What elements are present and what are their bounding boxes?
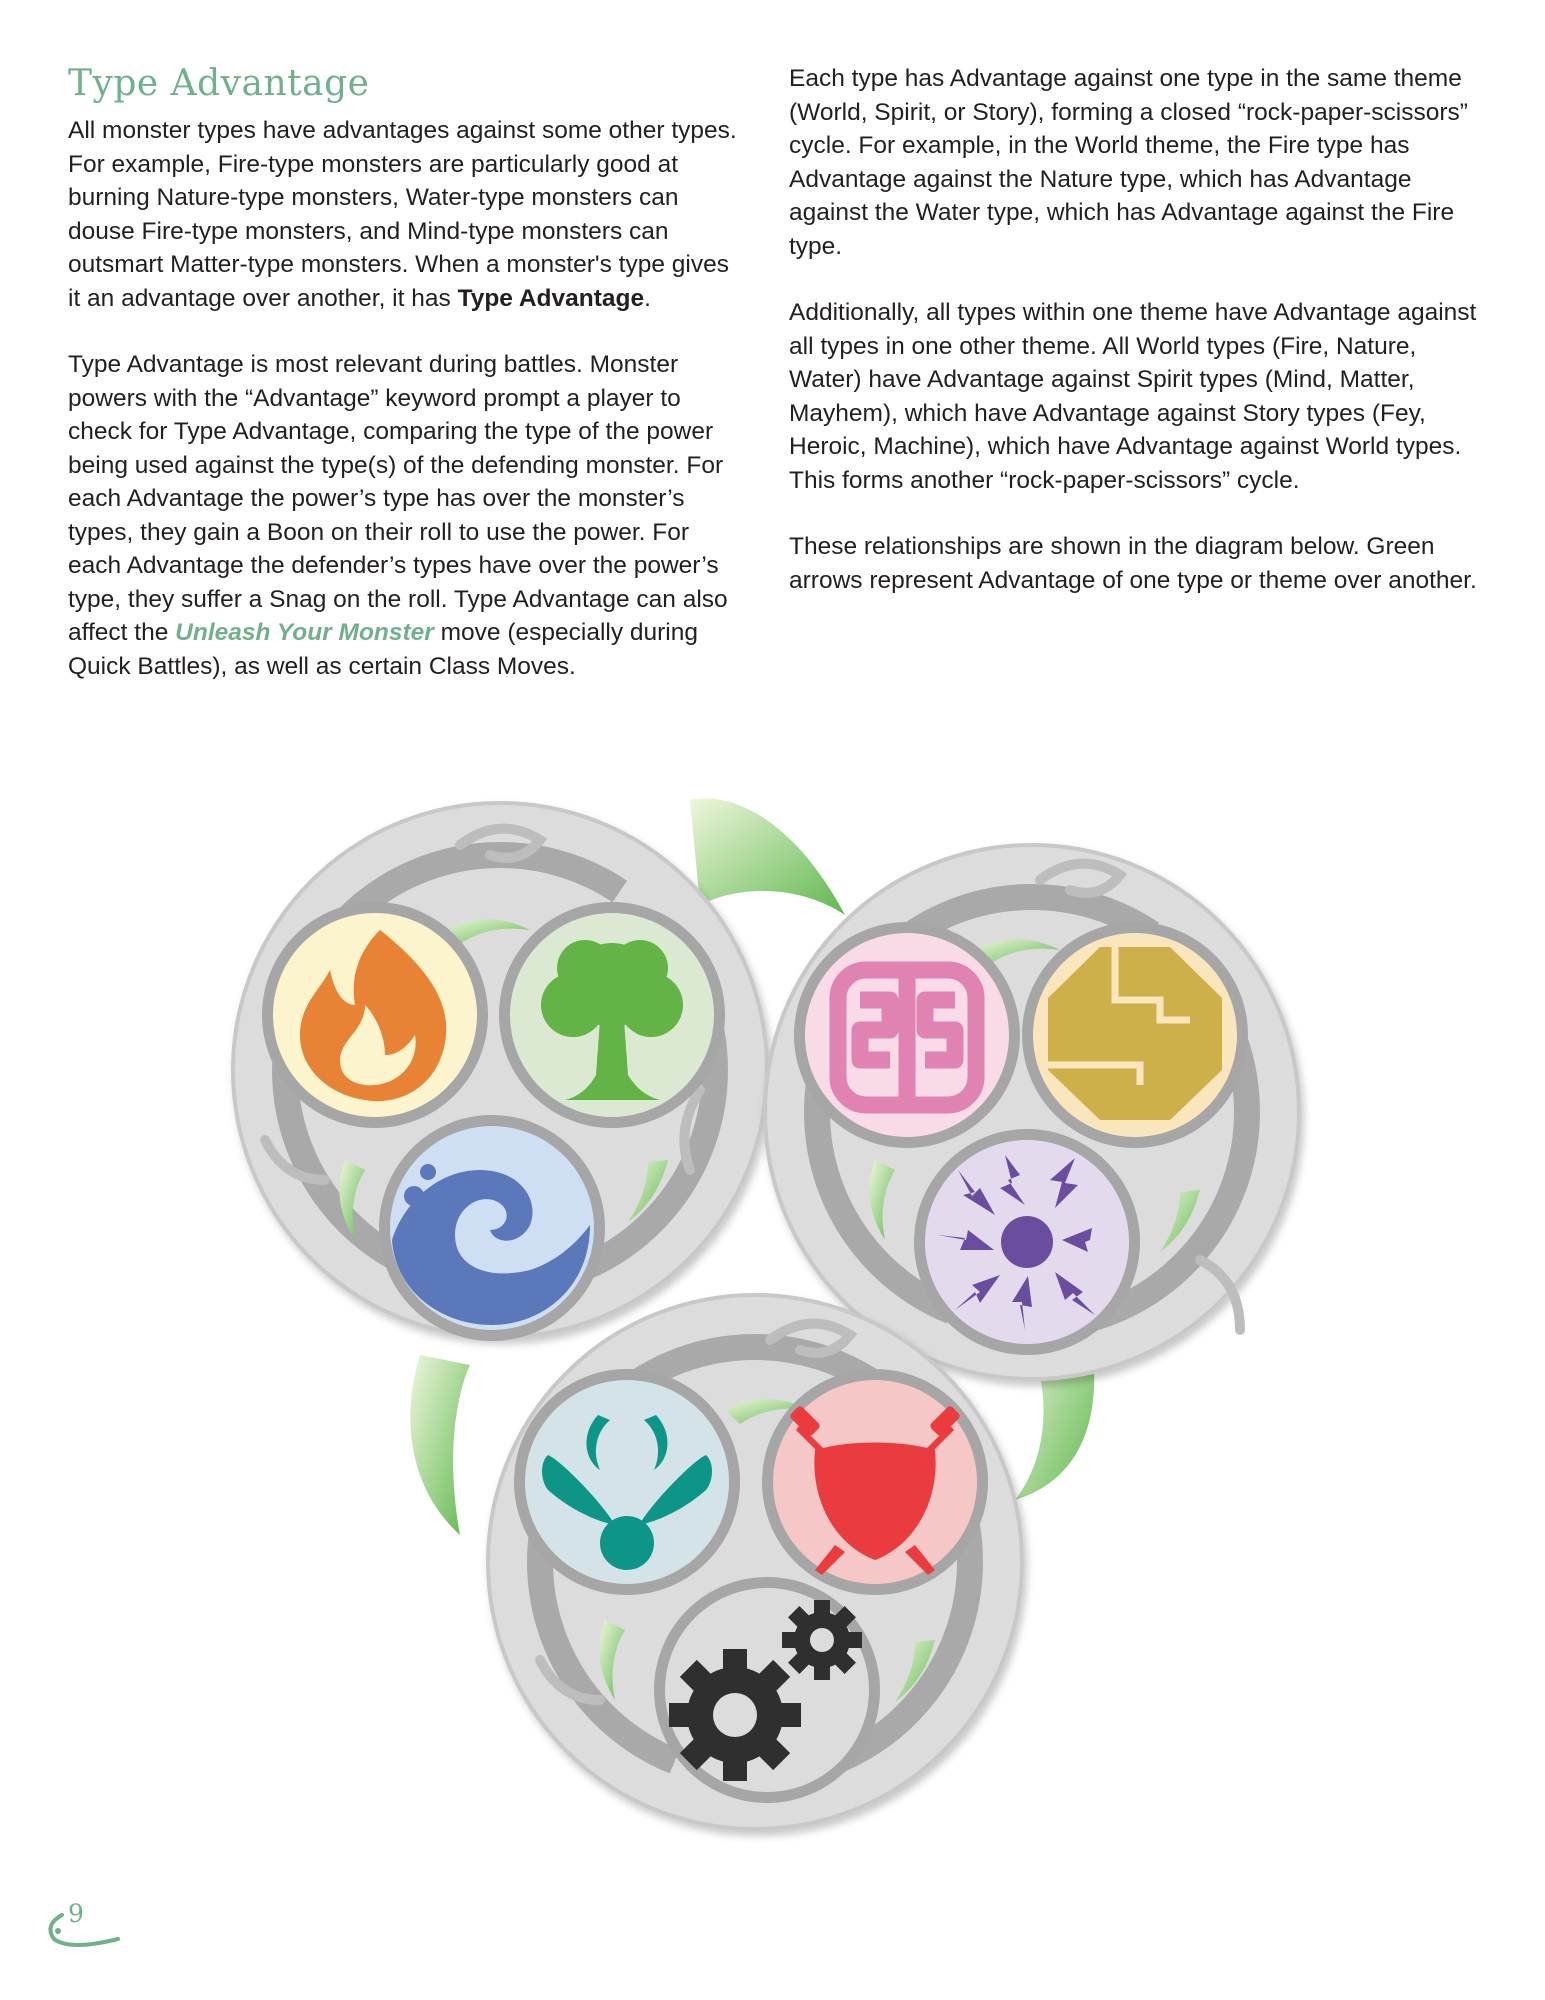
fire-type — [262, 902, 488, 1128]
story-to-world-arrow — [410, 1355, 470, 1535]
battles-end: move (especially during Quick Battles), as well as certain Class Moves. — [68, 619, 699, 680]
intro-text: All monster types have advantages against some other types. For example, Fire-type monsters are particularly good at burning Nature-type monsters, Water-type monsters can douse Fire-type monsters, and Mind-type monsters can outsmart Matter-type monsters. When a monster's type gives it an advantage over another, it has — [68, 117, 737, 312]
unleash-move-link[interactable]: Unleash Your Monster — [175, 619, 434, 646]
page-flourish-icon — [40, 1895, 130, 1955]
mayhem-type — [914, 1129, 1140, 1355]
battles-text: Type Advantage is most relevant during battles. Monster powers with the “Advantage” keyword prompt a player to check for Type Advantage, comparing the type of the power being used against the type(s) of the defending monster. For each Advantage the power’s type has over the monster’s types, they gain a Boon on their roll to use the power. For each Advantage the defender’s types have over the power’s type, they suffer a Snag on the roll. Type Advantage can also affect the — [68, 351, 728, 646]
page-title: Type Advantage — [68, 63, 370, 104]
intro-end: . — [644, 284, 651, 312]
page-footer — [40, 1895, 130, 1955]
cross-theme-paragraph: Additionally, all types within one theme have Advantage against all types in one other theme. All World types (Fire, Nature, Water) have Advantage against Spirit types (Mind, Matter, Mayhem), which have Advantage against Story types (Fey, Heroic, Machine), which have Advantage against World types. This forms another “rock-paper-scissors” cycle. — [789, 299, 1477, 494]
world-to-spirit-arrow — [690, 798, 845, 915]
theme-cycle-paragraph: Each type has Advantage against one type in the same theme (World, Spirit, or Story), forming a closed “rock-paper-scissors” cycle. For example, in the World theme, the Fire type has Advantage against the Nature type, which has Advantage against the Water type, which has Advantage against the Fire type. — [789, 65, 1468, 260]
fey-type — [514, 1369, 740, 1595]
mind-type — [794, 922, 1020, 1148]
water-type — [379, 1115, 605, 1341]
machine-type — [654, 1577, 880, 1803]
nature-type — [499, 902, 725, 1128]
matter-type — [1022, 922, 1248, 1148]
page-number: 9 — [68, 1899, 84, 1928]
octagon-icon — [1048, 947, 1222, 1120]
heroic-type — [762, 1369, 988, 1595]
type-advantage-term: Type Advantage — [457, 284, 645, 312]
diagram-caption-paragraph: These relationships are shown in the diagram below. Green arrows represent Advantage of one type or theme over another. — [789, 533, 1477, 594]
